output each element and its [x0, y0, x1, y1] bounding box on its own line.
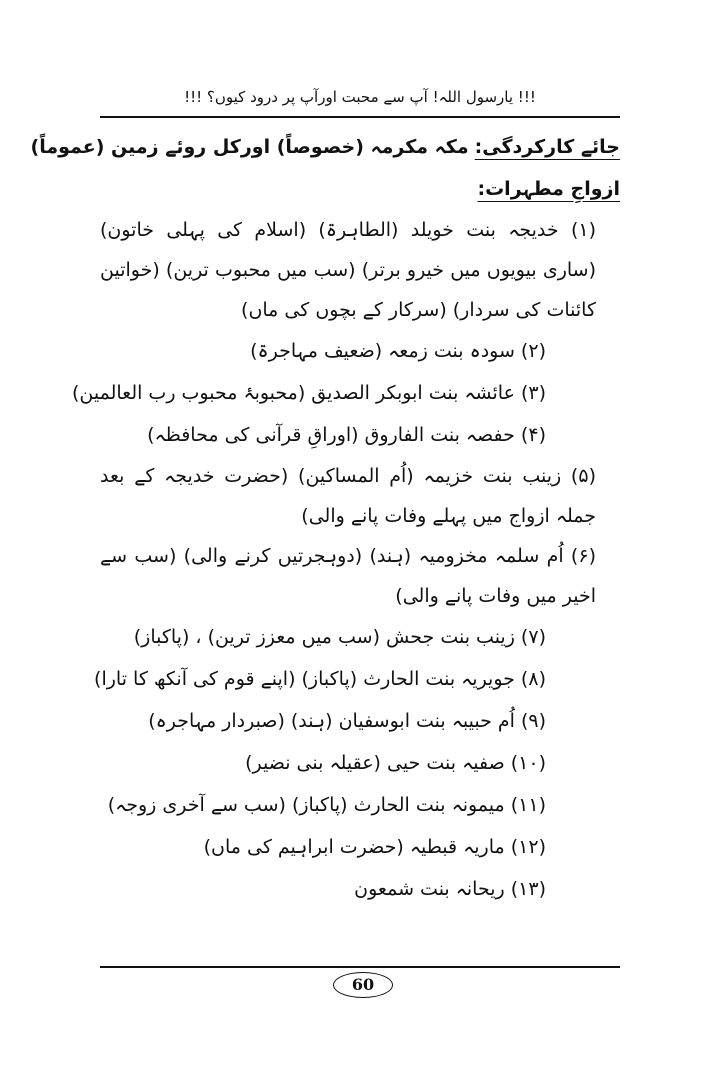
section-title-line	[100, 168, 620, 210]
footer-rule	[100, 966, 620, 968]
list-item: (۸) جویریہ بنت الحارث (پاکباز) (اپنے قوم کی آنکھ کا تارا)	[94, 668, 546, 690]
list-item: (۹) اُم حبیبہ بنت ابوسفیان (ہند) (صبردار مہاجرہ)	[148, 710, 546, 732]
list-item: (۴) حفصہ بنت الفاروق (اوراقِ قرآنی کی محافظہ)	[147, 424, 546, 446]
list-item: (۱۰) صفیہ بنت حیی (عقیلہ بنی نضیر)	[245, 752, 546, 774]
page-content	[30, 126, 620, 910]
header-rule	[100, 116, 620, 118]
list-item: (۱) خدیجہ بنت خویلد (الطاہرۃ) (اسلام کی پہلی خاتون) (ساری بیویوں میں خیرو برتر) (سب میں محبوب ترین) (خواتین کائنات کی سردار) (سرکار کے بچوں کی ماں)	[100, 219, 596, 321]
field-value: مکہ مکرمہ (خصوصاً) اورکل روئے زمین (عموماً)	[30, 136, 469, 158]
list-item: (۳) عائشہ بنت ابوبکر الصدیق (محبوبۂ محبوب رب العالمین)	[71, 382, 546, 404]
page-number: 60	[333, 972, 393, 998]
field-label: جائے کارکردگی:	[474, 136, 620, 158]
list-item: (۵) زینب بنت خزیمہ (اُم المساکین) (حضرت خدیجہ کے بعد جملہ ازواج میں پہلے وفات پانے والی)	[100, 465, 596, 527]
list-item: (۱۲) ماریہ قبطیہ (حضرت ابراہیم کی ماں)	[203, 836, 546, 858]
list-item: (۶) اُم سلمہ مخزومیہ (ہند) (دوہجرتیں کرنے والی) (سب سے اخیر میں وفات پانے والی)	[100, 545, 596, 607]
list-item: (۱۱) میمونہ بنت الحارث (پاکباز) (سب سے آخری زوجہ)	[107, 794, 546, 816]
list-item: (۲) سودہ بنت زمعہ (ضعیف مہاجرۃ)	[250, 340, 546, 362]
section-title: ازواجِ مطہرات:	[477, 178, 620, 200]
running-header: !!! یارسول اللہ! آپ سے محبت اورآپ پر درود کیوں؟ !!!	[184, 88, 536, 106]
list-item: (۷) زینب بنت جحش (سب میں معزز ترین) ، (پاکباز)	[133, 626, 546, 648]
field-line	[30, 126, 620, 168]
list-item: (۱۳) ریحانہ بنت شمعون	[354, 878, 546, 900]
